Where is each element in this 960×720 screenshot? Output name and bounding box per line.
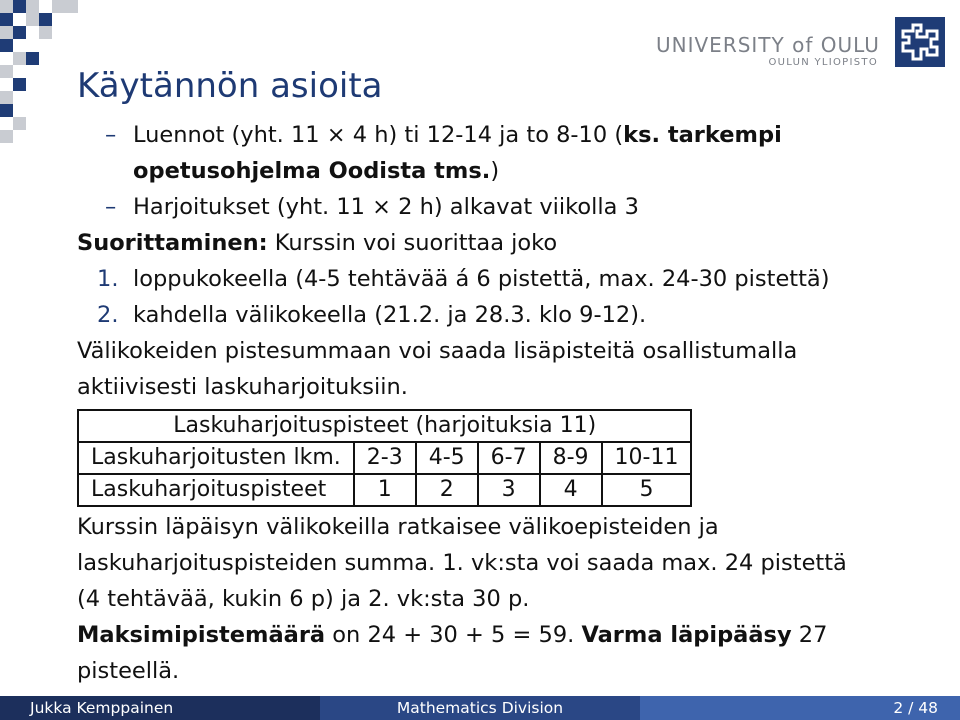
option-item: 2. kahdella välikokeella (21.2. ja 28.3. klo 9-12). bbox=[77, 297, 877, 333]
table-cell: 8-9 bbox=[540, 442, 602, 474]
footer-department: Mathematics Division bbox=[320, 696, 640, 720]
list-item: – Harjoitukset (yht. 11 × 2 h) alkavat viikolla 3 bbox=[77, 189, 877, 225]
slide-body bbox=[77, 117, 877, 689]
university-name: UNIVERSITY of OULU bbox=[656, 33, 880, 57]
table-row bbox=[78, 474, 691, 506]
option-number: 1. bbox=[97, 266, 119, 292]
bonus-paragraph: Välikokeiden pistesummaan voi saada lisäpisteitä osallistumalla aktiivisesti laskuharjoituksiin. bbox=[77, 338, 798, 400]
bullet-marker: – bbox=[105, 122, 117, 148]
table-cell: 1 bbox=[354, 474, 416, 506]
table-cell: 4 bbox=[540, 474, 602, 506]
table-row-label: Laskuharjoituspisteet bbox=[78, 474, 354, 506]
pass-threshold-label: Varma läpipääsy bbox=[581, 622, 792, 648]
footer-page-number: 2 / 48 bbox=[640, 696, 960, 720]
option-item: 1. loppukokeella (4-5 tehtävää á 6 pistettä, max. 24-30 pistettä) bbox=[77, 261, 877, 297]
table-caption: Laskuharjoituspisteet (harjoituksia 11) bbox=[78, 410, 691, 442]
pass-paragraph: Kurssin läpäisyn välikokeilla ratkaisee välikoepisteiden ja laskuharjoituspisteiden summa. 1. vk:sta voi saada max. 24 pistettä (4 tehtävää, kukin 6 p) ja 2. vk:sta 30 p. bbox=[77, 514, 847, 612]
list-item-continuation: opetusohjelma Oodista tms.) bbox=[133, 158, 500, 184]
table-cell: 3 bbox=[478, 474, 540, 506]
footer-author: Jukka Kemppainen bbox=[0, 696, 320, 720]
university-name-finnish: OULUN YLIOPISTO bbox=[768, 57, 878, 68]
table-cell: 4-5 bbox=[416, 442, 478, 474]
slide-title: Käytännön asioita bbox=[77, 66, 383, 106]
table-cell: 2-3 bbox=[354, 442, 416, 474]
table-cell: 10-11 bbox=[602, 442, 692, 474]
option-number: 2. bbox=[97, 302, 119, 328]
table-cell: 5 bbox=[602, 474, 692, 506]
university-wordmark bbox=[656, 34, 878, 70]
table-cell: 6-7 bbox=[478, 442, 540, 474]
max-points-paragraph: Maksimipistemäärä on 24 + 30 + 5 = 59. Varma läpipääsy 27 pisteellä. bbox=[77, 622, 828, 684]
university-logo-icon bbox=[895, 17, 945, 67]
table-row bbox=[78, 410, 691, 442]
max-points-label: Maksimipistemäärä bbox=[77, 622, 326, 648]
table-row-label: Laskuharjoitusten lkm. bbox=[78, 442, 354, 474]
bullet-marker: – bbox=[105, 194, 117, 220]
list-item: – Luennot (yht. 11 × 4 h) ti 12-14 ja to 8-10 (ks. tarkempi bbox=[77, 117, 877, 153]
table-row bbox=[78, 442, 691, 474]
completion-label: Suorittaminen: bbox=[77, 230, 268, 256]
footer-bar bbox=[0, 696, 960, 720]
table-cell: 2 bbox=[416, 474, 478, 506]
completion-paragraph: Suorittaminen: Kurssin voi suorittaa joko bbox=[77, 230, 558, 256]
points-table bbox=[77, 409, 692, 507]
